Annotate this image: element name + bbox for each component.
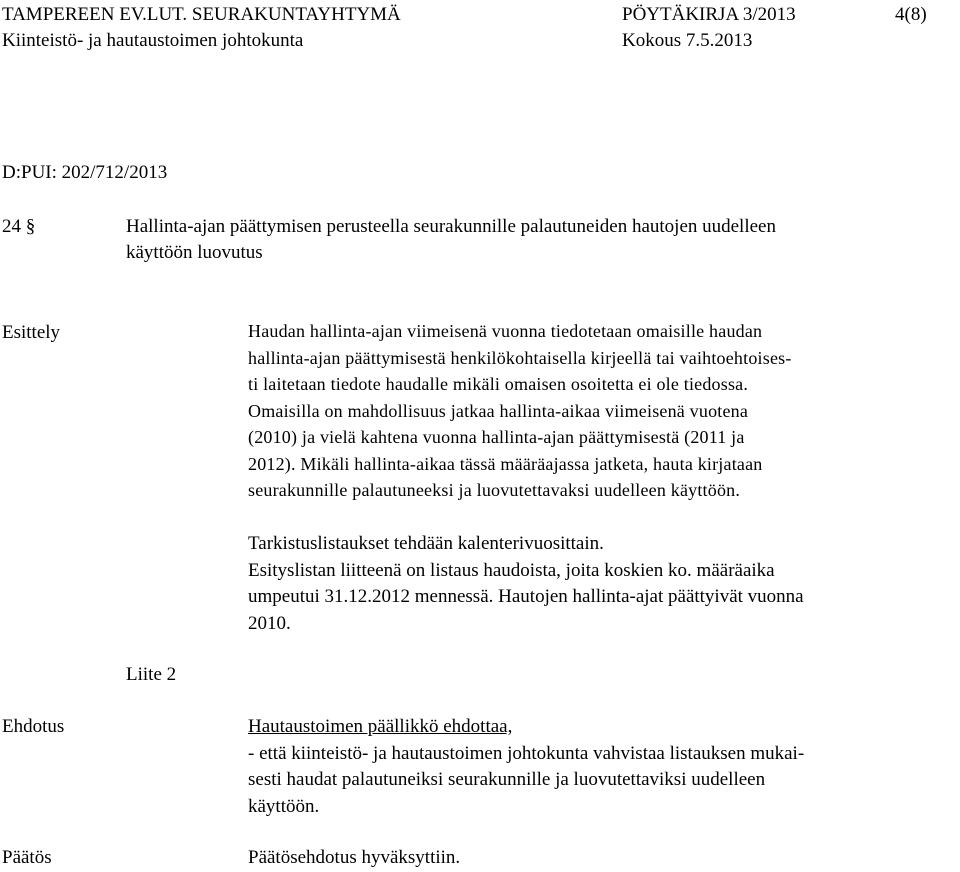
ehdotus-text: [248, 714, 948, 820]
header-org: TAMPEREEN EV.LUT. SEURAKUNTAYHTYMÄ: [2, 4, 401, 25]
section-number: 24 §: [2, 216, 36, 237]
esittely-text: [248, 318, 948, 504]
esittely-line: (2010) ja vielä kahtena vuonna hallinta-ajan päättymisestä (2011 ja: [248, 427, 745, 447]
esittely-line: Tarkistuslistaukset tehdään kalenterivuosittain.: [248, 533, 604, 554]
dpui-reference: D:PUI: 202/712/2013: [2, 162, 168, 183]
paatos-text: Päätösehdotus hyväksyttiin.: [248, 847, 461, 868]
header-board: Kiinteistö- ja hautaustoimen johtokunta: [2, 30, 304, 51]
esittely-label: Esittely: [2, 322, 61, 343]
esittely-line: 2012). Mikäli hallinta-aikaa tässä määräajassa jatketa, hauta kirjataan: [248, 453, 763, 474]
header-doc: PÖYTÄKIRJA 3/2013: [622, 4, 796, 25]
section-title-line-2: käyttöön luovutus: [126, 242, 263, 263]
ehdotus-label: Ehdotus: [2, 716, 65, 737]
esittely-line: Omaisilla on mahdollisuus jatkaa hallinta-aikaa viimeisenä vuotena: [248, 400, 749, 421]
esittely-line: Esityslistan liitteenä on listaus haudoista, joita koskien ko. määräaika: [248, 559, 775, 581]
ehdotus-proposer: Hautaustoimen päällikkö ehdottaa,: [248, 716, 513, 737]
section-title-line-1: Hallinta-ajan päättymisen perusteella seurakunnille palautuneiden hautojen uudelleen: [126, 216, 776, 237]
esittely-line: seurakunnille palautuneeksi ja luovutettavaksi uudelleen käyttöön.: [248, 480, 741, 500]
esittely-text-2: [248, 531, 948, 637]
esittely-line: ti laitetaan tiedote haudalle mikäli omaisen osoitetta ei ole tiedossa.: [248, 374, 749, 394]
attachment-reference: Liite 2: [126, 664, 177, 685]
header-meeting: Kokous 7.5.2013: [622, 30, 753, 51]
ehdotus-line: käyttöön.: [248, 795, 320, 817]
paatos-label: Päätös: [2, 847, 52, 868]
ehdotus-line: sesti haudat palautuneiksi seurakunnille ja luovutettaviksi uudelleen: [248, 769, 766, 790]
esittely-line: umpeutui 31.12.2012 mennessä. Hautojen hallinta-ajat päättyivät vuonna: [248, 586, 804, 607]
ehdotus-line: - että kiinteistö- ja hautaustoimen johtokunta vahvistaa listauksen mukai-: [248, 742, 805, 764]
esittely-line: Haudan hallinta-ajan viimeisenä vuonna tiedotetaan omaisille haudan: [248, 321, 763, 341]
esittely-line: 2010.: [248, 612, 291, 634]
esittely-line: hallinta-ajan päättymisestä henkilökohtaisella kirjeellä tai vaihtoehtoises-: [248, 347, 792, 368]
header-page: 4(8): [895, 4, 927, 25]
